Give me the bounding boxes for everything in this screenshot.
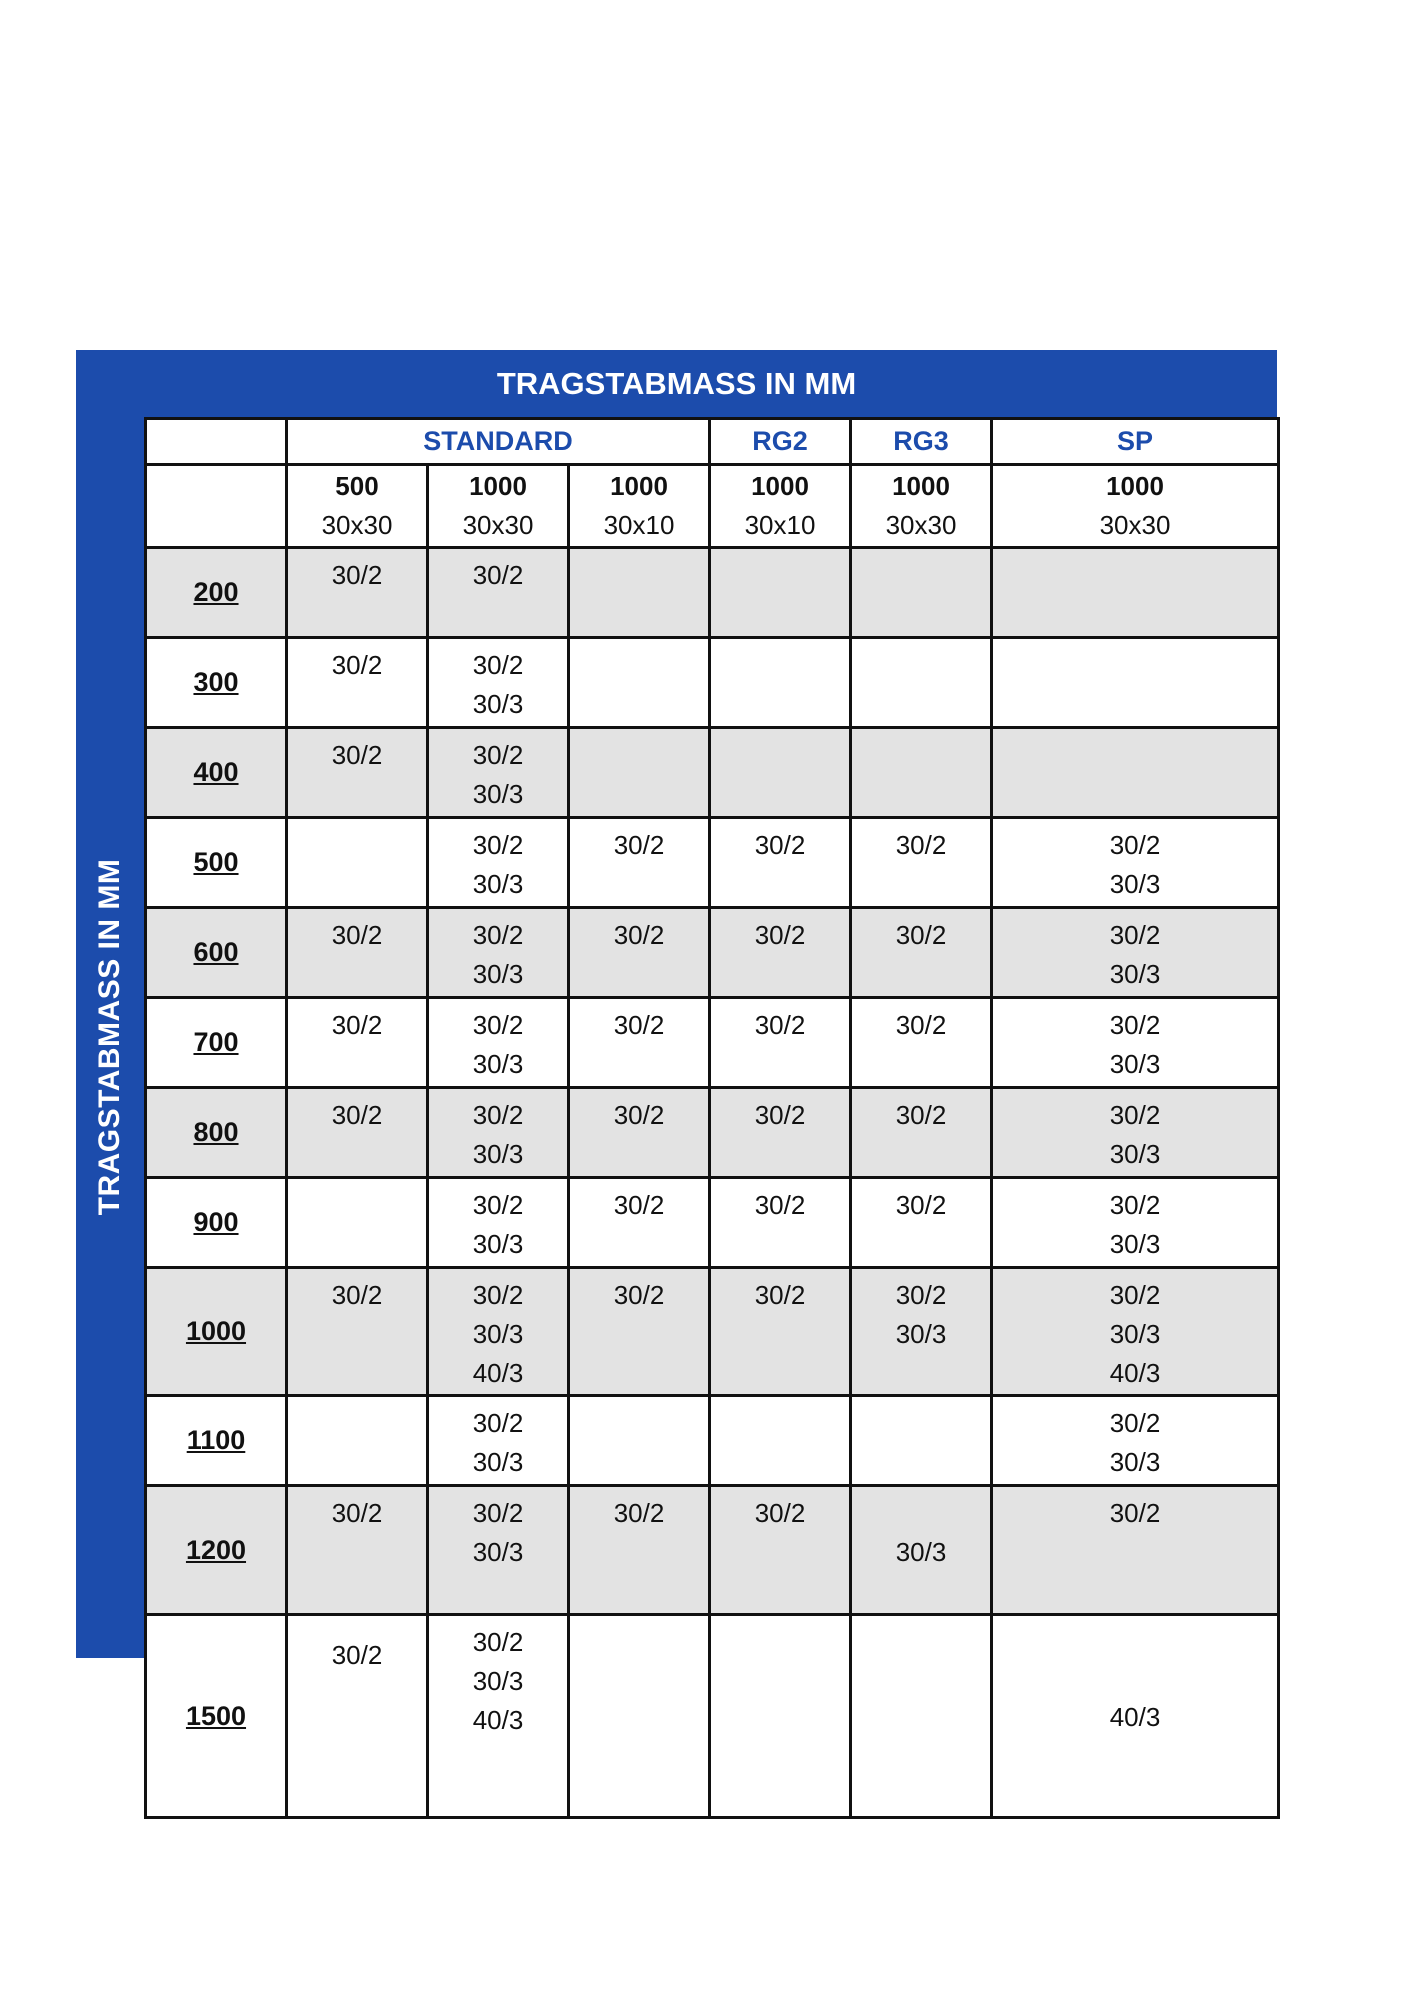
table-cell	[287, 1615, 428, 1818]
cell-value: 30/2	[472, 1280, 524, 1310]
table-cell	[569, 1486, 710, 1615]
table-row	[146, 1178, 1279, 1268]
row-label: 600	[146, 908, 287, 998]
cell-value: 30/2	[472, 830, 524, 860]
side-label: TRAGSTABMASS IN MM	[93, 858, 126, 1216]
table-cell	[710, 1178, 851, 1268]
table-cell	[287, 1088, 428, 1178]
row-label: 300	[146, 638, 287, 728]
cell-value: 30/2	[1109, 1100, 1161, 1130]
cell-value: 30/3	[472, 1447, 524, 1477]
cell-value: 30/3	[1109, 1049, 1161, 1079]
table-cell	[428, 998, 569, 1088]
table-cell	[851, 638, 992, 728]
cell-value: 30/2	[472, 1010, 524, 1040]
table-cell	[851, 998, 992, 1088]
table-cell	[710, 1615, 851, 1818]
cell-value: 30/2	[613, 830, 665, 860]
cell-value: 30/2	[895, 830, 947, 860]
table-cell	[992, 1615, 1279, 1818]
row-label: 500	[146, 818, 287, 908]
group-header-row	[146, 419, 1279, 465]
cell-value: 30/2	[895, 1190, 947, 1220]
cell-value: 30/2	[754, 1498, 806, 1528]
table-row	[146, 1088, 1279, 1178]
table-cell	[287, 638, 428, 728]
table-title: TRAGSTABMASS IN MM	[76, 350, 1277, 417]
table-row	[146, 1486, 1279, 1615]
table-cell	[710, 728, 851, 818]
table-cell	[428, 728, 569, 818]
cell-value: 30/2	[1109, 920, 1161, 950]
cell-value: 30/2	[472, 560, 524, 590]
table-cell	[992, 908, 1279, 998]
table-row	[146, 1396, 1279, 1486]
table-row	[146, 818, 1279, 908]
cell-value: 30/2	[754, 830, 806, 860]
cell-value: 30/3	[895, 1537, 947, 1567]
table-cell	[992, 728, 1279, 818]
table-cell	[710, 998, 851, 1088]
table-cell	[992, 998, 1279, 1088]
table-cell	[569, 998, 710, 1088]
cell-value: 30/3	[895, 1319, 947, 1349]
cell-value: 30/2	[331, 560, 383, 590]
table-cell	[851, 1615, 992, 1818]
cell-value: 40/3	[472, 1358, 524, 1388]
cell-value: 30/2	[472, 1100, 524, 1130]
table-cell	[851, 548, 992, 638]
column-profile: 30x30	[321, 510, 393, 540]
table-cell	[569, 728, 710, 818]
cell-value: 30/2	[754, 1280, 806, 1310]
cell-value: 30/2	[331, 1498, 383, 1528]
cell-value: 30/2	[472, 650, 524, 680]
cell-value: 30/3	[1109, 869, 1161, 899]
table-cell	[992, 818, 1279, 908]
cell-value: 30/3	[1109, 1319, 1161, 1349]
cell-value: 30/2	[1109, 1190, 1161, 1220]
cell-value: 30/3	[1109, 1139, 1161, 1169]
row-label: 1200	[146, 1486, 287, 1615]
cell-value: 30/2	[472, 1498, 524, 1528]
table-cell	[569, 638, 710, 728]
row-label: 700	[146, 998, 287, 1088]
table-cell	[710, 548, 851, 638]
table-cell	[992, 1486, 1279, 1615]
table-cell	[287, 998, 428, 1088]
column-profile: 30x30	[885, 510, 957, 540]
row-label: 1000	[146, 1268, 287, 1396]
cell-value: 30/2	[754, 1010, 806, 1040]
table-cell	[851, 1396, 992, 1486]
cell-value: 30/2	[754, 1100, 806, 1130]
table-cell	[710, 1088, 851, 1178]
column-profile: 30x10	[603, 510, 675, 540]
group-header-rg3: RG3	[851, 419, 992, 465]
column-length: 1000	[1106, 471, 1164, 501]
table-cell	[287, 548, 428, 638]
column-length: 1000	[610, 471, 668, 501]
cell-value: 30/2	[1109, 1498, 1161, 1528]
column-header-row	[146, 465, 1279, 548]
cell-value: 30/3	[472, 1666, 524, 1696]
table-row	[146, 638, 1279, 728]
cell-value: 30/2	[613, 1010, 665, 1040]
cell-value: 30/2	[1109, 830, 1161, 860]
table-cell	[992, 1178, 1279, 1268]
cell-value: 30/2	[331, 740, 383, 770]
table-cell	[851, 1088, 992, 1178]
table-cell	[710, 818, 851, 908]
cell-value: 30/2	[895, 1010, 947, 1040]
table-cell	[992, 638, 1279, 728]
column-header	[428, 465, 569, 548]
table-cell	[992, 1268, 1279, 1396]
corner-cell	[146, 419, 287, 465]
column-length: 500	[335, 471, 379, 501]
table-cell	[287, 818, 428, 908]
cell-value: 30/3	[472, 1319, 524, 1349]
cell-value: 30/3	[1109, 1229, 1161, 1259]
group-header-standard: STANDARD	[287, 419, 710, 465]
cell-value: 30/2	[472, 1627, 524, 1657]
table-cell	[851, 1178, 992, 1268]
column-header	[287, 465, 428, 548]
table-cell	[428, 638, 569, 728]
cell-value: 40/3	[472, 1705, 524, 1735]
table-cell	[992, 1088, 1279, 1178]
table-cell	[287, 728, 428, 818]
table-cell	[992, 1396, 1279, 1486]
table-row	[146, 998, 1279, 1088]
cell-value: 30/2	[472, 740, 524, 770]
cell-value: 30/3	[472, 1229, 524, 1259]
table-cell	[569, 548, 710, 638]
cell-value: 30/3	[472, 1049, 524, 1079]
load-bar-table-sheet	[76, 350, 1277, 1735]
column-header	[992, 465, 1279, 548]
cell-value: 30/2	[472, 1190, 524, 1220]
cell-value: 30/2	[613, 1100, 665, 1130]
cell-value: 30/2	[613, 1280, 665, 1310]
cell-value: 30/2	[754, 920, 806, 950]
table-cell	[428, 1615, 569, 1818]
cell-value: 30/2	[1109, 1280, 1161, 1310]
row-label: 400	[146, 728, 287, 818]
side-bar	[76, 417, 144, 1658]
table-cell	[710, 1396, 851, 1486]
table-cell	[428, 818, 569, 908]
cell-value: 30/3	[472, 779, 524, 809]
table-cell	[569, 908, 710, 998]
table-cell	[710, 638, 851, 728]
table-cell	[569, 818, 710, 908]
table-cell	[569, 1088, 710, 1178]
column-header	[851, 465, 992, 548]
table-cell	[569, 1178, 710, 1268]
cell-value: 30/2	[472, 1408, 524, 1438]
cell-value: 30/3	[1109, 959, 1161, 989]
table-cell	[851, 908, 992, 998]
cell-value: 30/3	[1109, 1447, 1161, 1477]
table-cell	[569, 1615, 710, 1818]
table-row	[146, 1615, 1279, 1818]
row-label: 900	[146, 1178, 287, 1268]
table-row	[146, 548, 1279, 638]
cell-value: 40/3	[1109, 1702, 1161, 1732]
table-cell	[851, 1268, 992, 1396]
cell-value: 30/2	[472, 920, 524, 950]
table-cell	[428, 1486, 569, 1615]
cell-value: 40/3	[1109, 1358, 1161, 1388]
cell-value: 30/3	[472, 689, 524, 719]
group-header-sp: SP	[992, 419, 1279, 465]
cell-value: 30/3	[472, 959, 524, 989]
table-cell	[428, 1396, 569, 1486]
corner-cell	[146, 465, 287, 548]
cell-value: 30/2	[754, 1190, 806, 1220]
column-profile: 30x30	[462, 510, 534, 540]
row-label: 1500	[146, 1615, 287, 1818]
cell-value: 30/2	[331, 1100, 383, 1130]
table-row	[146, 1268, 1279, 1396]
column-length: 1000	[892, 471, 950, 501]
column-profile: 30x30	[1099, 510, 1171, 540]
table-cell	[569, 1268, 710, 1396]
table-cell	[428, 1268, 569, 1396]
column-header	[710, 465, 851, 548]
cell-value: 30/3	[472, 1139, 524, 1169]
cell-value: 30/2	[1109, 1010, 1161, 1040]
row-label: 1100	[146, 1396, 287, 1486]
cell-value: 30/2	[895, 1280, 947, 1310]
table-cell	[710, 1486, 851, 1615]
table-cell	[287, 1486, 428, 1615]
table-cell	[710, 908, 851, 998]
table-cell	[851, 728, 992, 818]
table-cell	[428, 548, 569, 638]
table-cell	[428, 1178, 569, 1268]
cell-value: 30/2	[331, 1640, 383, 1670]
dimension-table	[144, 417, 1280, 1819]
group-header-rg2: RG2	[710, 419, 851, 465]
cell-value: 30/2	[331, 1010, 383, 1040]
cell-value: 30/2	[613, 1190, 665, 1220]
cell-value: 30/2	[1109, 1408, 1161, 1438]
table-row	[146, 908, 1279, 998]
cell-value: 30/3	[472, 869, 524, 899]
column-header	[569, 465, 710, 548]
table-cell	[287, 1178, 428, 1268]
table-cell	[992, 548, 1279, 638]
table-cell	[851, 818, 992, 908]
cell-value: 30/3	[472, 1537, 524, 1567]
row-label: 200	[146, 548, 287, 638]
table-row	[146, 728, 1279, 818]
cell-value: 30/2	[331, 920, 383, 950]
row-label: 800	[146, 1088, 287, 1178]
column-length: 1000	[469, 471, 527, 501]
column-length: 1000	[751, 471, 809, 501]
table-cell	[287, 908, 428, 998]
table-cell	[428, 1088, 569, 1178]
cell-value: 30/2	[331, 650, 383, 680]
cell-value: 30/2	[895, 1100, 947, 1130]
table-cell	[287, 1396, 428, 1486]
table-cell	[710, 1268, 851, 1396]
table-cell	[287, 1268, 428, 1396]
cell-value: 30/2	[331, 1280, 383, 1310]
cell-value: 30/2	[613, 1498, 665, 1528]
cell-value: 30/2	[613, 920, 665, 950]
table-cell	[851, 1486, 992, 1615]
column-profile: 30x10	[744, 510, 816, 540]
cell-value: 30/2	[895, 920, 947, 950]
table-cell	[428, 908, 569, 998]
table-cell	[569, 1396, 710, 1486]
